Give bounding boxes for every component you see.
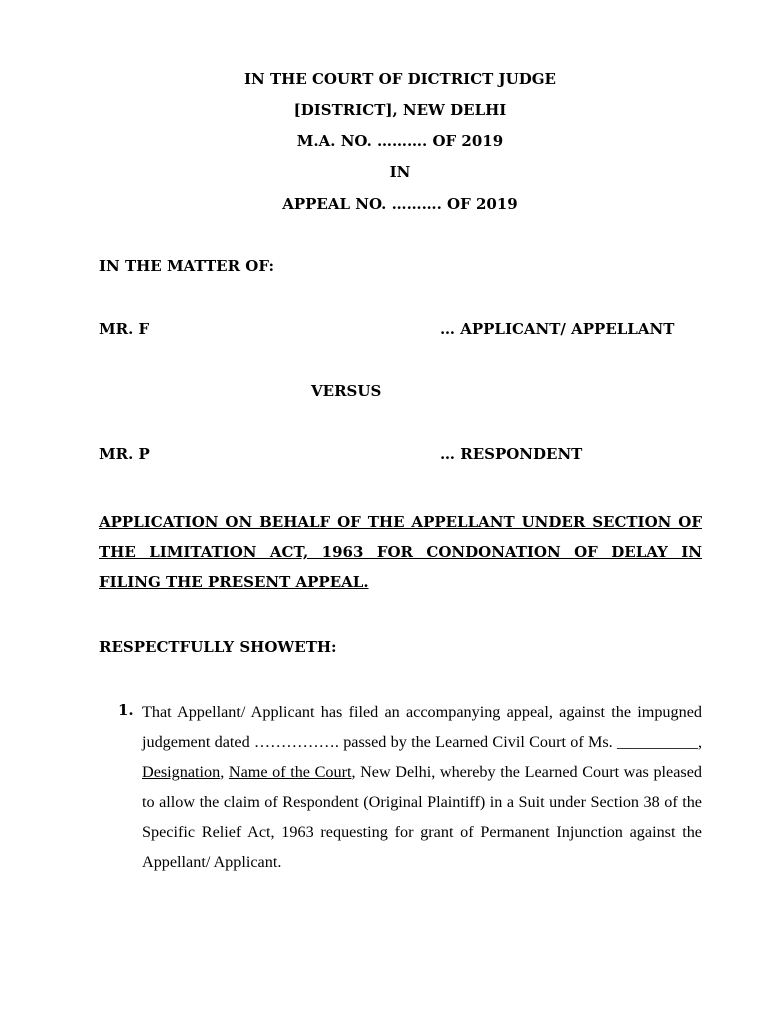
respondent-name: MR. P <box>99 445 150 463</box>
in-the-matter-label: IN THE MATTER OF: <box>99 257 274 275</box>
versus-label: VERSUS <box>311 382 382 400</box>
designation-placeholder: Designation <box>142 763 221 781</box>
court-name-placeholder: Name of the Court <box>228 763 352 781</box>
applicant-role: … APPLICANT/ APPELLANT <box>440 320 675 338</box>
respondent-role: … RESPONDENT <box>440 445 583 463</box>
court-location: [DISTRICT], NEW DELHI <box>293 101 507 119</box>
paragraph-1-separator: , <box>220 763 229 781</box>
paragraph-1-text-b: , New Delhi, whereby the Learned Court was pleased to allow the claim of Respondent (Original Plaintiff) in a Suit under Section 38 of the Specific Relief Act, 1963 requesting for grant of Permanent Injunction against the Appellant/ Applicant. <box>142 763 702 871</box>
paragraph-number: 1. <box>118 701 134 719</box>
paragraph-1 <box>142 697 702 877</box>
paragraph-1-text-a: That Appellant/ Applicant has filed an accompanying appeal, against the impugned judgement dated ……………. passed by the Learned Civil Court of Ms. __________, <box>142 703 702 751</box>
applicant-name: MR. F <box>99 320 150 338</box>
respectfully-showeth: RESPECTFULLY SHOWETH: <box>99 638 337 656</box>
appeal-number: APPEAL NO. ………. OF 2019 <box>282 195 518 213</box>
court-title: IN THE COURT OF DICTRICT JUDGE <box>244 70 556 88</box>
in-connector: IN <box>389 163 411 181</box>
ma-number: M.A. NO. ………. OF 2019 <box>296 132 504 150</box>
application-subject: APPLICATION ON BEHALF OF THE APPELLANT UNDER SECTION OF THE LIMITATION ACT, 1963 FOR CONDONATION OF DELAY IN FILING THE PRESENT APPEAL. <box>99 513 702 591</box>
